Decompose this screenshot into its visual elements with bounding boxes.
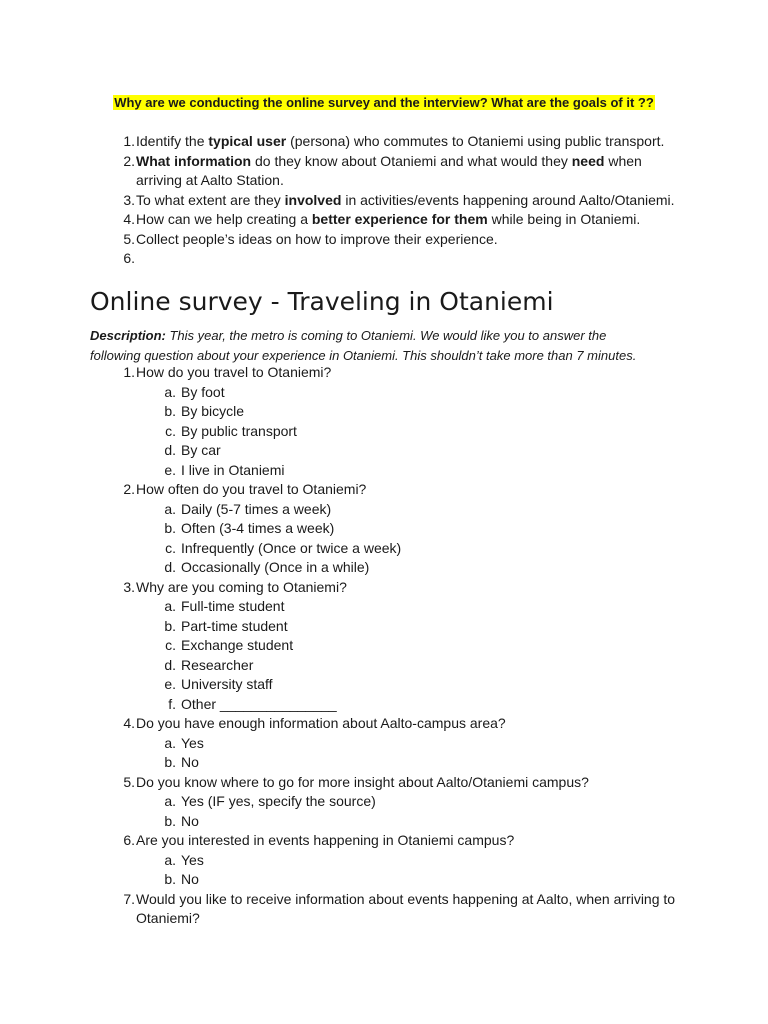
option-text: I live in Otaniemi [181, 461, 285, 478]
answer-option[interactable] [158, 422, 713, 442]
goal-text: How can we help creating a [136, 211, 312, 227]
goal-emphasis: involved [284, 191, 342, 208]
answer-option[interactable] [158, 441, 713, 461]
goal-text: (persona) who commutes to Otaniemi using public transport. [286, 133, 665, 149]
question-number: 2. [123, 481, 135, 497]
option-text: No [181, 871, 199, 887]
survey-question-6 [113, 831, 713, 851]
question-text: Are you interested in events happening in Otaniemi campus? [136, 832, 515, 848]
option-letter: d. [164, 559, 176, 575]
description-text-continued: following question about your experience in Otaniemi. This shouldn’t take more than 7 minutes. [90, 347, 637, 363]
option-text: Yes [181, 734, 204, 751]
goal-item-5 [113, 230, 713, 250]
answer-option[interactable] [158, 402, 713, 422]
answer-option[interactable] [158, 461, 713, 481]
option-text: Often (3-4 times a week) [181, 520, 335, 536]
goal-item-3 [113, 191, 713, 211]
goals-list [113, 132, 713, 269]
goal-item-4 [113, 210, 713, 230]
option-letter: c. [165, 422, 176, 439]
question-number: 3. [123, 578, 135, 595]
question-text: Do you know where to go for more insight about Aalto/Otaniemi campus? [136, 773, 589, 790]
goal-text: when [604, 152, 642, 169]
goal-text: in activities/events happening around Aalto/Otaniemi. [341, 191, 675, 208]
answer-option[interactable] [158, 558, 713, 578]
survey-question-1 [113, 363, 713, 383]
question-text: Why are you coming to Otaniemi? [136, 578, 347, 595]
goal-text: Collect people’s ideas on how to improve their experience. [136, 230, 498, 247]
goal-text: do they know about Otaniemi and what would they [251, 152, 572, 169]
option-letter: a. [164, 734, 176, 751]
option-text: Researcher [181, 656, 254, 673]
goal-number: 6. [123, 250, 135, 266]
option-letter: c. [165, 637, 176, 653]
option-letter: a. [164, 383, 176, 400]
option-letter: a. [164, 793, 176, 809]
answer-option[interactable] [158, 617, 713, 637]
answer-option[interactable] [158, 519, 713, 539]
question-number: 1. [123, 364, 135, 380]
option-letter: a. [164, 598, 176, 614]
survey-description [90, 326, 690, 365]
question-text-continued: Otaniemi? [136, 910, 200, 926]
question-text: Would you like to receive information about events happening at Aalto, when arriving to [136, 890, 676, 907]
goal-item-6 [113, 249, 713, 269]
answer-option[interactable] [158, 695, 713, 715]
option-letter: b. [164, 871, 176, 887]
option-text: No [181, 812, 199, 829]
survey-question-4 [113, 714, 713, 734]
option-text: University staff [181, 676, 273, 692]
answer-option[interactable] [158, 656, 713, 676]
question-text: How often do you travel to Otaniemi? [136, 481, 367, 497]
option-letter: a. [164, 500, 176, 517]
option-text: By foot [181, 383, 225, 400]
answer-option[interactable] [158, 870, 713, 890]
goal-emphasis: What information [136, 152, 252, 169]
option-letter: d. [164, 656, 176, 673]
goals-heading [0, 94, 768, 112]
option-letter: b. [164, 520, 176, 536]
survey-questions [113, 363, 713, 929]
goal-text-continued: arriving at Aalto Station. [136, 172, 284, 188]
option-text: Yes (IF yes, specify the source) [181, 793, 376, 809]
survey-question-2 [113, 480, 713, 500]
goal-text: To what extent are they [136, 191, 285, 208]
survey-question-7 [113, 890, 713, 929]
option-letter: c. [165, 539, 176, 556]
option-text: By public transport [181, 422, 297, 439]
answer-option[interactable] [158, 675, 713, 695]
option-text: By car [181, 442, 221, 458]
answer-option[interactable] [158, 734, 713, 754]
goal-text: while being in Otaniemi. [487, 211, 641, 227]
answer-option[interactable] [158, 539, 713, 559]
goal-number: 3. [123, 191, 135, 208]
goal-number: 1. [123, 133, 135, 149]
option-letter: b. [164, 812, 176, 829]
question-number: 7. [123, 890, 135, 907]
goal-item-1 [113, 132, 713, 152]
option-letter: b. [164, 617, 176, 634]
survey-question-3 [113, 578, 713, 598]
option-letter: a. [164, 851, 176, 868]
question-number: 6. [123, 832, 135, 848]
option-text: Part-time student [181, 617, 288, 634]
option-letter: b. [164, 754, 176, 770]
option-letter: b. [164, 403, 176, 419]
question-text: Do you have enough information about Aalto-campus area? [136, 715, 506, 731]
option-text: Exchange student [181, 637, 294, 653]
survey-title: Online survey - Traveling in Otaniemi [90, 287, 554, 316]
option-letter: e. [164, 676, 176, 692]
answer-option[interactable] [158, 383, 713, 403]
goal-emphasis: typical user [208, 133, 287, 149]
answer-option[interactable] [158, 792, 713, 812]
answer-option[interactable] [158, 597, 713, 617]
option-text: No [181, 754, 199, 770]
answer-option[interactable] [158, 851, 713, 871]
option-letter: d. [164, 442, 176, 458]
answer-option[interactable] [158, 500, 713, 520]
survey-question-5 [113, 773, 713, 793]
goal-emphasis: better experience for them [311, 211, 488, 227]
goals-heading-text: Why are we conducting the online survey and the interview? What are the goals of it ?? [114, 95, 654, 110]
answer-option[interactable] [158, 812, 713, 832]
question-number: 4. [123, 715, 135, 731]
answer-option[interactable] [158, 636, 713, 656]
option-text: Daily (5-7 times a week) [181, 500, 332, 517]
goal-number: 5. [123, 230, 135, 247]
option-text: Yes [181, 851, 204, 868]
question-text: How do you travel to Otaniemi? [136, 364, 332, 380]
option-letter: e. [164, 461, 176, 478]
option-text: Occasionally (Once in a while) [181, 559, 370, 575]
description-text: This year, the metro is coming to Otaniemi. We would like you to answer the [165, 328, 607, 343]
goal-number: 2. [123, 152, 135, 169]
goal-number: 4. [123, 211, 135, 227]
answer-option[interactable] [158, 753, 713, 773]
option-text: By bicycle [181, 403, 245, 419]
option-text: Other _______________ [181, 695, 337, 712]
option-text: Infrequently (Once or twice a week) [181, 539, 402, 556]
question-number: 5. [123, 773, 135, 790]
goal-item-2 [113, 152, 713, 191]
option-letter: f. [168, 695, 176, 712]
goal-emphasis: need [571, 152, 605, 169]
option-text: Full-time student [181, 598, 285, 614]
goal-text: Identify the [136, 133, 209, 149]
description-label: Description: [90, 328, 166, 343]
